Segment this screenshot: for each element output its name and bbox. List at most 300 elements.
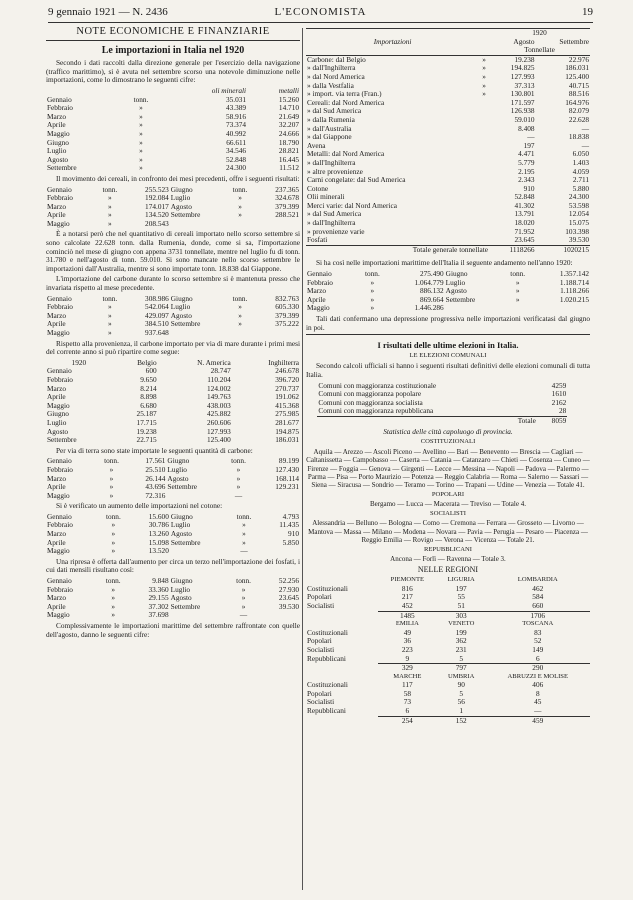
table-cell: 869.664: [419, 294, 444, 304]
table-cell: Febbraio: [47, 193, 73, 203]
table-cell: 886.132: [419, 286, 444, 296]
table-cell: 30.786: [148, 520, 169, 530]
table-cell: 281.677: [275, 417, 299, 427]
table-cell: 25.187: [136, 409, 157, 419]
right-column: [306, 28, 590, 725]
table-cell: [170, 611, 228, 620]
table-cell: Febbraio: [47, 584, 73, 594]
cities-list: Alessandria — Belluno — Bologna — Como — Cremona — Ferrara — Grosseto — Livorno — Mantova — Massa — Milano — Modena — Novara — Pavia — Perugia — Pesaro — Piacenza — Reggio Emilia — Rovigo — Verona — Vicenza — Totale 21.: [308, 519, 588, 545]
table-cell: [166, 492, 223, 501]
section-title: NOTE ECONOMICHE E FINANZIARIE: [46, 28, 300, 41]
table-cell: »: [241, 593, 246, 603]
table-cell: »: [108, 201, 112, 211]
table-cell: Maggio: [47, 400, 70, 410]
table-cell: 8.214: [140, 383, 157, 393]
table-cell: Maggio: [47, 218, 70, 228]
table-row: [306, 646, 590, 655]
table-cell: Giugno: [167, 456, 190, 466]
table-cell: [254, 492, 300, 501]
table-cell: 5.850: [282, 537, 299, 547]
table-cell: 56: [457, 697, 465, 707]
table-cell: » dal Sud America: [307, 106, 362, 116]
table-cell: »: [238, 319, 242, 329]
table-cell: 127.430: [275, 464, 299, 474]
table-cell: »: [139, 154, 143, 164]
table-cell: tonn.: [236, 511, 252, 521]
total-value: 8059: [551, 415, 567, 425]
table-row: [46, 211, 300, 220]
table-cell: 14.710: [278, 103, 299, 113]
table-cell: 2162: [551, 397, 567, 407]
table-cell: 43.389: [225, 103, 247, 113]
table-cell: »: [108, 302, 112, 312]
total-label: Totale: [517, 415, 536, 425]
table-cell: 8.408: [518, 123, 535, 133]
table-cell: 6: [405, 706, 410, 716]
table-cell: Maggio: [47, 328, 70, 337]
table-row: [306, 698, 590, 707]
table-cell: 1.064.779: [414, 277, 444, 287]
table-cell: Febbraio: [47, 374, 73, 384]
table-cell: Comuni con maggioranza repubblicana: [318, 406, 434, 416]
table-cell: 52.848: [514, 192, 535, 202]
table-cell: Carbone: dal Belgio: [307, 54, 366, 64]
region-total: 797: [437, 664, 486, 673]
table-cell: » dal Giappone: [307, 132, 352, 142]
col-header: metalli: [278, 85, 299, 95]
table-cell: Fosfati: [307, 235, 328, 245]
table-cell: 406: [532, 680, 544, 690]
table-cell: »: [109, 490, 114, 500]
table-cell: »: [236, 473, 241, 483]
table-cell: 35.031: [225, 94, 247, 104]
table-cell: Socialisti: [307, 644, 335, 654]
table-row: [46, 385, 300, 394]
table-cell: 375.222: [275, 319, 299, 329]
table-cell: Cereali: dal Nord America: [307, 97, 385, 107]
table-cell: 270.737: [275, 383, 299, 393]
header-date: 9 gennaio 1921 — N. 2436: [48, 6, 168, 18]
table-cell: 197: [523, 140, 535, 150]
paragraph: Per via di terra sono state importate le seguenti quantità di carbone:: [56, 445, 253, 455]
table-cell: Gennaio: [47, 184, 72, 194]
region-total: 1485: [378, 611, 437, 620]
table-cell: 8.898: [140, 392, 157, 402]
table-cell: 32.207: [278, 120, 299, 130]
table-cell: 15.075: [568, 218, 589, 228]
region-header-row: [306, 620, 590, 629]
table-cell: Settembre: [170, 210, 201, 220]
table-cell: 52.256: [278, 576, 299, 586]
total-label: Totale generale tonnellate: [412, 244, 488, 254]
table-cell: 396.720: [275, 374, 299, 384]
paragraph: L'importazione del carbone durante lo scorso settembre si è mantenuta presso che invariata rispetto al mese precedente.: [46, 274, 300, 293]
table-cell: 23.645: [514, 235, 535, 245]
table-cell: 149.763: [207, 392, 231, 402]
table-cell: 29.155: [148, 593, 169, 603]
table-cell: »: [109, 473, 114, 483]
table-cell: Carni congelate: dal Sud America: [307, 175, 406, 185]
table-cell: » provenienze varie: [307, 226, 365, 236]
table-cell: 584: [532, 592, 544, 602]
table-cell: [259, 611, 300, 620]
table-cell: Aprile: [47, 601, 66, 611]
table-row: [306, 602, 590, 611]
table-cell: »: [370, 294, 375, 304]
table-cell: 19.238: [514, 54, 535, 64]
table-cell: 117: [402, 680, 413, 690]
table-phosphates: [46, 577, 300, 620]
table-cell: 288.521: [275, 210, 299, 220]
table-cell: Agosto: [47, 154, 69, 164]
table-cell: Comuni con maggioranza costituzionale: [318, 380, 437, 390]
table-cell: Maggio: [47, 546, 70, 556]
table-cell: »: [370, 303, 375, 313]
paragraph: Complessivamente le importazioni marittime del settembre raffrontate con quelle dell'agosto, danno le seguenti cifre:: [46, 621, 300, 639]
table-cell: 9.650: [140, 374, 157, 384]
table-cell: 88.516: [568, 89, 589, 99]
table-cell: 90: [457, 680, 465, 690]
table-cell: 1610: [551, 389, 567, 399]
table-cell: 910: [288, 529, 299, 539]
table-oils-metals: [46, 87, 300, 173]
region-total: 152: [437, 716, 486, 725]
table-cell: »: [242, 520, 246, 530]
table-cell: 52: [534, 636, 542, 646]
table-cell: 66.611: [226, 137, 247, 147]
table-cell: »: [482, 80, 486, 90]
table-row: [46, 329, 300, 338]
region-name: PIEMONTE: [390, 576, 425, 584]
table-cell: 186.031: [565, 63, 589, 73]
table-row: [46, 419, 300, 428]
table-cell: Costituzionali: [307, 680, 348, 690]
col-header: oli minerali: [211, 85, 247, 95]
table-cotton: [46, 513, 300, 556]
table-cell: Popolari: [307, 636, 332, 646]
table-cell: 73.374: [225, 120, 247, 130]
table-row: [306, 236, 590, 245]
table-coal: [46, 295, 300, 338]
table-cell: 5.779: [518, 157, 535, 167]
table-row: [306, 296, 590, 305]
table-row: [46, 547, 300, 556]
paragraph: Si è verificato un aumento delle importazioni nel cotone:: [56, 501, 223, 511]
col-header: Belgio: [137, 357, 157, 367]
table-cell: [225, 220, 255, 229]
table-cell: Marzo: [47, 593, 67, 603]
table-cell: 40.992: [225, 128, 247, 138]
table-cell: 28: [558, 406, 567, 416]
table-cell: tonn.: [102, 293, 118, 303]
table-cell: Settembre: [47, 163, 77, 173]
table-cell: 362: [455, 636, 467, 646]
table-cell: »: [242, 529, 246, 539]
table-cell: 23.645: [278, 593, 299, 603]
table-cell: Luglio: [445, 277, 466, 287]
table-cell: [479, 168, 489, 177]
table-cell: Socialisti: [307, 600, 335, 610]
table-cell: 58.916: [225, 111, 247, 121]
stat-title: Statistica delle città capoluogo di provincia.: [383, 426, 513, 436]
table-cell: Febbraio: [47, 464, 73, 474]
table-cell: »: [242, 537, 246, 547]
table-cell: 24.300: [225, 163, 247, 173]
table-cell: Marzo: [47, 111, 67, 121]
table-cell: [170, 220, 226, 229]
table-cell: 832.763: [275, 293, 299, 303]
table-cell: 17.561: [145, 456, 166, 466]
table-cell: —: [527, 132, 535, 142]
table-cell: 13.791: [514, 209, 535, 219]
table-cell: Agosto: [47, 426, 69, 436]
table-cell: Febbraio: [47, 520, 73, 530]
table-cell: 37.698: [148, 610, 169, 620]
header-page-number: 19: [582, 6, 593, 18]
table-row: [46, 121, 300, 130]
table-cell: 11.512: [279, 163, 299, 173]
table-cell: 13.520: [148, 546, 169, 556]
table-cell: »: [108, 193, 112, 203]
table-cell: »: [236, 482, 241, 492]
region-header-row: [306, 576, 590, 585]
table-cell: »: [111, 520, 116, 530]
table-cell: 83: [534, 627, 542, 637]
group-label: SOCIALISTI: [430, 509, 466, 517]
table-cell: Maggio: [47, 490, 70, 500]
group-label: COSTITUZIONALI: [420, 438, 476, 446]
table-cell: » altre provenienze: [307, 166, 363, 176]
table-cell: 237.365: [275, 184, 299, 194]
table-row: [306, 690, 590, 699]
table-cell: 125.400: [565, 71, 589, 81]
table-cell: tonn.: [102, 184, 118, 194]
table-row: [46, 376, 300, 385]
table-imports-summary: [306, 28, 590, 254]
table-cell: —: [234, 490, 243, 500]
table-row: [46, 539, 300, 548]
table-cell: Merci varie: dal Nord America: [307, 200, 397, 210]
table-cell: 18.838: [568, 132, 589, 142]
table-cell: 51: [457, 600, 465, 610]
table-cell: Luglio: [170, 193, 191, 203]
table-row: [306, 185, 590, 194]
table-row: [46, 611, 300, 620]
table-cell: 197: [455, 583, 467, 593]
table-regions: [306, 576, 590, 725]
table-cell: »: [111, 601, 116, 611]
table-cell: 191.062: [275, 392, 299, 402]
paragraph: Secondo calcoli ufficiali si hanno i seguenti risultati definitivi delle elezioni comunali di tutta Italia.: [306, 361, 590, 379]
year-label: 1920: [532, 28, 547, 37]
table-cell: Febbraio: [307, 277, 333, 287]
table-cell: »: [108, 210, 112, 220]
table-cell: [170, 329, 226, 338]
table-cell: 27.930: [278, 584, 299, 594]
table-cell: [255, 329, 300, 338]
table-cell: 1.357.142: [559, 269, 589, 279]
table-cell: [479, 219, 489, 228]
table-cell: Settembre: [445, 294, 476, 304]
table-cell: Gennaio: [47, 293, 72, 303]
table-cell: Aprile: [47, 319, 66, 329]
table-row: [306, 707, 590, 716]
paragraph: Il movimento dei cereali, in confronto dei mesi precedenti, offre i seguenti risultati:: [56, 173, 300, 183]
table-cell: Aprile: [47, 392, 66, 402]
table-cell: 199: [455, 627, 467, 637]
table-cell: 19.238: [136, 426, 157, 436]
table-cell: 12.054: [568, 209, 589, 219]
table-cell: [479, 202, 489, 211]
table-cell: Giugno: [47, 409, 69, 419]
table-cell: 275.985: [275, 409, 299, 419]
table-cell: [479, 116, 489, 125]
table-cell: 1: [459, 706, 464, 716]
table-cell: 15.098: [148, 537, 169, 547]
table-cell: »: [515, 277, 520, 287]
table-cell: 164.976: [565, 97, 589, 107]
table-cell: Giugno: [170, 184, 193, 194]
table-cell: 660: [532, 600, 544, 610]
table-cell: [479, 228, 489, 237]
table-cell: 208.543: [145, 218, 169, 228]
region-name: LOMBARDIA: [517, 576, 558, 584]
table-cell: »: [238, 193, 242, 203]
table-cell: 24.300: [568, 192, 589, 202]
table-cell: 452: [401, 600, 413, 610]
table-cell: 58: [403, 688, 411, 698]
table-cell: 49: [403, 627, 411, 637]
table-municipalities: [317, 382, 567, 426]
table-cell: 5: [459, 653, 464, 663]
table-cell: 103.398: [565, 226, 589, 236]
table-cell: Aprile: [47, 482, 66, 492]
region-name: UMBRIA: [448, 672, 475, 680]
table-cell: 6: [535, 653, 540, 663]
table-cell: 2.195: [518, 166, 535, 176]
table-row: [306, 593, 590, 602]
table-cell: 1.020.215: [559, 294, 589, 304]
table-row: [46, 104, 300, 113]
table-cell: 260.606: [207, 417, 231, 427]
table-cell: 21.649: [278, 111, 299, 121]
table-row: [46, 367, 300, 376]
table-cell: »: [482, 89, 486, 99]
table-cell: 26.144: [145, 473, 166, 483]
table-cell: 8: [535, 688, 540, 698]
table-cell: »: [111, 537, 116, 547]
table-cell: tonn.: [236, 576, 251, 586]
table-cell: [445, 304, 503, 313]
table-cell: » import. via terra (Fran.): [307, 89, 382, 99]
table-cell: Aprile: [47, 120, 66, 130]
table-cell: Marzo: [47, 529, 67, 539]
table-cell: 126.938: [510, 106, 535, 116]
table-cell: 127.993: [207, 426, 231, 436]
table-cell: 1.446.286: [414, 303, 444, 313]
table-row: [46, 603, 300, 612]
region-total-row: [306, 664, 590, 673]
table-cell: »: [111, 593, 116, 603]
table-cell: »: [111, 584, 116, 594]
table-cell: 542.064: [145, 302, 169, 312]
paragraph: Tali dati confermano una depressione progressiva nelle importazioni verificatasi dal giugno in poi.: [306, 314, 590, 332]
header-journal: L'ECONOMISTA: [274, 6, 367, 18]
table-cell: 937.648: [145, 328, 169, 337]
table-cell: » dal Sud America: [307, 209, 362, 219]
table-cell: 384.510: [145, 319, 169, 329]
table-cell: tonn.: [510, 269, 526, 279]
table-cell: [479, 125, 489, 134]
table-cell: Gennaio: [47, 576, 72, 586]
table-row: [46, 402, 300, 411]
table-cell: »: [108, 310, 112, 320]
table-row: [46, 147, 300, 156]
table-cell: Repubblicani: [307, 653, 346, 663]
table-cell: —: [534, 706, 542, 716]
table-cell: Giugno: [47, 137, 69, 147]
table-cell: 110.204: [207, 374, 231, 384]
table-cell: 379.399: [275, 201, 299, 211]
table-cell: Aprile: [47, 210, 66, 220]
table-row: [46, 410, 300, 419]
table-cell: 39.530: [568, 235, 589, 245]
table-cell: tonn.: [104, 456, 119, 466]
paragraph: Secondo i dati raccolti dalla direzione generale per l'esercizio della navigazione (traffico marittimo), si è avuta nel settembre scorso una notevole diminuzione nelle importazioni, come lo dimostrano le seguenti cifre:: [46, 58, 300, 85]
table-cell: 231: [455, 644, 467, 654]
table-cell: 37.313: [514, 80, 535, 90]
table-row: [306, 629, 590, 638]
region-total: 254: [378, 716, 437, 725]
table-cell: »: [109, 464, 114, 474]
table-cell: »: [111, 546, 116, 556]
table-cell: [479, 133, 489, 142]
table-row: [46, 130, 300, 139]
table-cell: Popolari: [307, 688, 332, 698]
table-cell: Repubblicani: [307, 706, 346, 716]
table-cell: » dall'Australia: [307, 123, 352, 133]
table-cell: 28.821: [278, 146, 299, 156]
table-cell: Agosto: [170, 593, 192, 603]
table-cell: 462: [532, 583, 544, 593]
table-cell: 55: [457, 592, 465, 602]
table-cell: 129.231: [275, 482, 299, 492]
table-cell: [479, 193, 489, 202]
table-cell: 89.199: [278, 456, 299, 466]
table-cell: 22.976: [568, 54, 589, 64]
table-cell: 816: [401, 583, 413, 593]
table-cell: [479, 150, 489, 159]
region-name: LIGURIA: [447, 576, 475, 584]
table-cell: »: [236, 464, 241, 474]
table-cell: 24.666: [278, 128, 299, 138]
table-cell: [255, 220, 300, 229]
table-cell: Luglio: [47, 146, 67, 156]
col-header: Agosto: [513, 36, 535, 46]
table-cell: 22.628: [568, 114, 589, 124]
table-cell: tonn.: [364, 269, 380, 279]
table-row: [46, 320, 300, 329]
table-row: [46, 483, 300, 492]
regions-title: NELLE REGIONI: [417, 564, 479, 574]
table-cell: Luglio: [170, 520, 191, 530]
table-cell: 171.597: [510, 97, 535, 107]
table-cell: Febbraio: [47, 302, 73, 312]
region-total: 329: [378, 664, 437, 673]
region-name: ABRUZZI E MOLISE: [507, 672, 568, 680]
table-cell: 134.520: [145, 210, 169, 220]
table-cell: 425.882: [207, 409, 231, 419]
